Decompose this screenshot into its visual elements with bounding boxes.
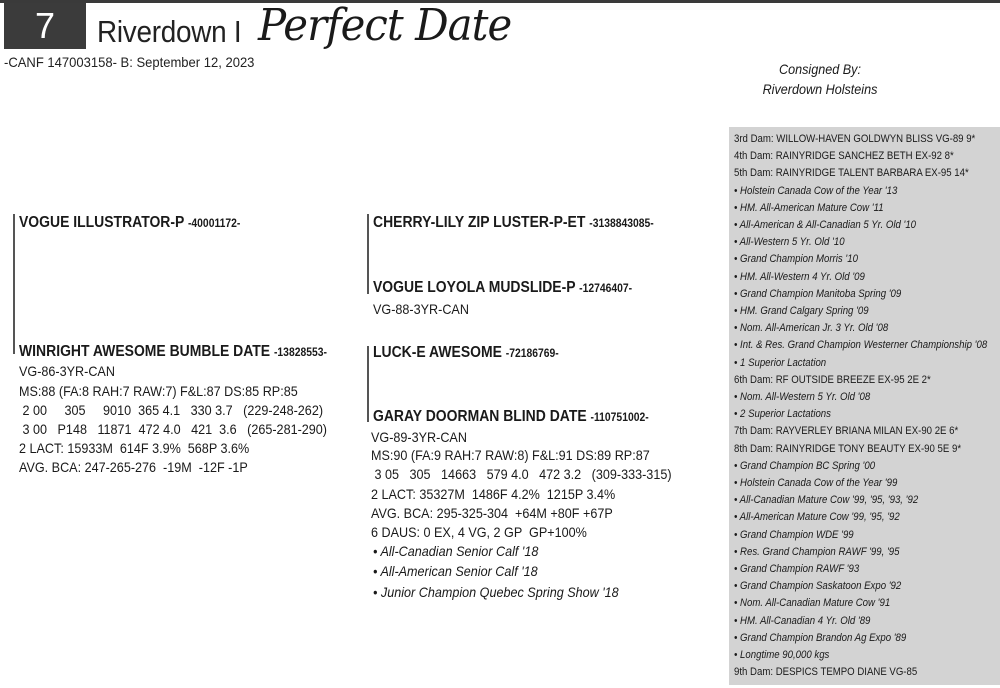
- female-line-honor: • All-Western 5 Yr. Old '10: [734, 236, 845, 249]
- dam-dam-line: 6 DAUS: 0 EX, 4 VG, 2 GP GP+100%: [371, 524, 587, 540]
- sire-name: VOGUE ILLUSTRATOR-P -40001172-: [19, 214, 241, 231]
- dam-dam-line: 2 LACT: 35327M 1486F 4.2% 1215P 3.4%: [371, 486, 616, 502]
- animal-prefix-name: Riverdown I: [97, 14, 242, 49]
- dam-line: MS:88 (FA:8 RAH:7 RAW:7) F&L:87 DS:85 RP:85: [19, 383, 298, 399]
- female-line-dam: 7th Dam: RAYVERLEY BRIANA MILAN EX-90 2E 6*: [734, 425, 959, 438]
- female-line-honor: • Grand Champion Morris '10: [734, 253, 858, 266]
- female-line-honor: • All-American & All-Canadian 5 Yr. Old '10: [734, 219, 917, 231]
- registration-birth-line: -CANF 147003158- B: September 12, 2023: [4, 54, 255, 70]
- female-line-dam: 8th Dam: RAINYRIDGE TONY BEAUTY EX-90 5E 9*: [734, 442, 962, 455]
- sire-dam-classification: VG-88-3YR-CAN: [373, 301, 469, 317]
- female-line-dam: 4th Dam: RAINYRIDGE SANCHEZ BETH EX-92 8*: [734, 150, 954, 163]
- female-line-honor: • Grand Champion RAWF '93: [734, 563, 860, 575]
- dam-reg: -13828553-: [273, 347, 327, 359]
- female-line-dam: 5th Dam: RAINYRIDGE TALENT BARBARA EX-95 14*: [734, 167, 969, 180]
- female-line-honor: • HM. All-Western 4 Yr. Old '09: [734, 270, 865, 283]
- female-line-honor: • HM. All-American Mature Cow '11: [734, 201, 884, 214]
- sire-sire-bracket: [367, 214, 369, 294]
- female-line-honor: • Grand Champion BC Spring '00: [734, 459, 876, 472]
- female-line-honor: • 2 Superior Lactations: [734, 408, 831, 421]
- female-line-honor: • Grand Champion WDE '99: [734, 528, 854, 541]
- dam-line: 2 LACT: 15933M 614F 3.9% 568P 3.6%: [19, 440, 250, 456]
- sire-dam-name: VOGUE LOYOLA MUDSLIDE-P -12746407-: [373, 279, 633, 296]
- female-line-honor: • Nom. All-Western 5 Yr. Old '08: [734, 391, 871, 403]
- dam-dam-line: MS:90 (FA:9 RAH:7 RAW:8) F&L:91 DS:89 RP:87: [371, 447, 650, 463]
- consigned-by-label: Consigned By:: [779, 61, 861, 77]
- animal-script-name: Perfect Date: [258, 0, 512, 51]
- female-line-honor: • Grand Champion Saskatoon Expo '92: [734, 580, 902, 593]
- dam-line: AVG. BCA: 247-265-276 -19M -12F -1P: [19, 459, 248, 475]
- dam-dam-honor: • All-Canadian Senior Calf '18: [373, 543, 539, 559]
- female-line-honor: • All-Canadian Mature Cow '99, '95, '93, '92: [734, 494, 919, 507]
- female-line-honor: • Holstein Canada Cow of the Year '99: [734, 477, 898, 489]
- female-line-honor: • Nom. All-Canadian Mature Cow '91: [734, 597, 891, 610]
- female-line-honor: • Nom. All-American Jr. 3 Yr. Old '08: [734, 322, 889, 335]
- sire-reg: -40001172-: [187, 218, 241, 230]
- dam-sire-name: LUCK-E AWESOME -72186769-: [373, 344, 559, 361]
- female-line-honor: • HM. Grand Calgary Spring '09: [734, 305, 869, 317]
- dam-sire-reg: -72186769-: [505, 348, 559, 360]
- dam-dam-honor: • Junior Champion Quebec Spring Show '18: [373, 584, 619, 600]
- dam-dam-honor: • All-American Senior Calf '18: [373, 563, 538, 579]
- sire-sire-name: CHERRY-LILY ZIP LUSTER-P-ET -3138843085-: [373, 214, 654, 231]
- female-line-dam: 3rd Dam: WILLOW-HAVEN GOLDWYN BLISS VG-89 9*: [734, 133, 976, 145]
- female-line-honor: • Res. Grand Champion RAWF '99, '95: [734, 545, 900, 558]
- female-line-honor: • Holstein Canada Cow of the Year '13: [734, 184, 898, 197]
- female-line-honor: • HM. All-Canadian 4 Yr. Old '89: [734, 614, 871, 627]
- extended-female-line-panel: [729, 127, 1000, 685]
- dam-dam-name: GARAY DOORMAN BLIND DATE -110751002-: [373, 408, 649, 425]
- dam-dam-line: AVG. BCA: 295-325-304 +64M +80F +67P: [371, 505, 613, 521]
- sire-bracket: [13, 214, 15, 354]
- dam-dam-line: VG-89-3YR-CAN: [371, 429, 467, 445]
- dam-dam-reg: -110751002-: [590, 412, 649, 424]
- female-line-honor: • Int. & Res. Grand Champion Westerner Championship '08: [734, 339, 988, 352]
- consignor-name: Riverdown Holsteins: [762, 81, 878, 97]
- sire-sire-reg: -3138843085-: [589, 218, 654, 230]
- female-line-honor: • All-American Mature Cow '99, '95, '92: [734, 511, 900, 524]
- dam-name: WINRIGHT AWESOME BUMBLE DATE -13828553-: [19, 343, 327, 360]
- dam-line: VG-86-3YR-CAN: [19, 363, 115, 379]
- dam-line: 2 00 305 9010 365 4.1 330 3.7 (229-248-262): [19, 402, 324, 418]
- dam-line: 3 00 P148 11871 472 4.0 421 3.6 (265-281-290): [19, 421, 327, 437]
- female-line-honor: • Grand Champion Manitoba Spring '09: [734, 287, 902, 300]
- consignor-block: [748, 59, 892, 99]
- dam-dam-bracket: [367, 346, 369, 422]
- female-line-honor: • Grand Champion Brandon Ag Expo '89: [734, 631, 907, 644]
- sire-dam-reg: -12746407-: [579, 283, 633, 295]
- lot-number: 7: [4, 3, 86, 49]
- female-line-dam: 9th Dam: DESPICS TEMPO DIANE VG-85: [734, 666, 918, 679]
- female-line-dam: 6th Dam: RF OUTSIDE BREEZE EX-95 2E 2*: [734, 373, 931, 386]
- dam-dam-line: 3 05 305 14663 579 4.0 472 3.2 (309-333-315): [371, 466, 672, 482]
- female-line-honor: • 1 Superior Lactation: [734, 356, 827, 369]
- female-line-honor: • Longtime 90,000 kgs: [734, 649, 830, 661]
